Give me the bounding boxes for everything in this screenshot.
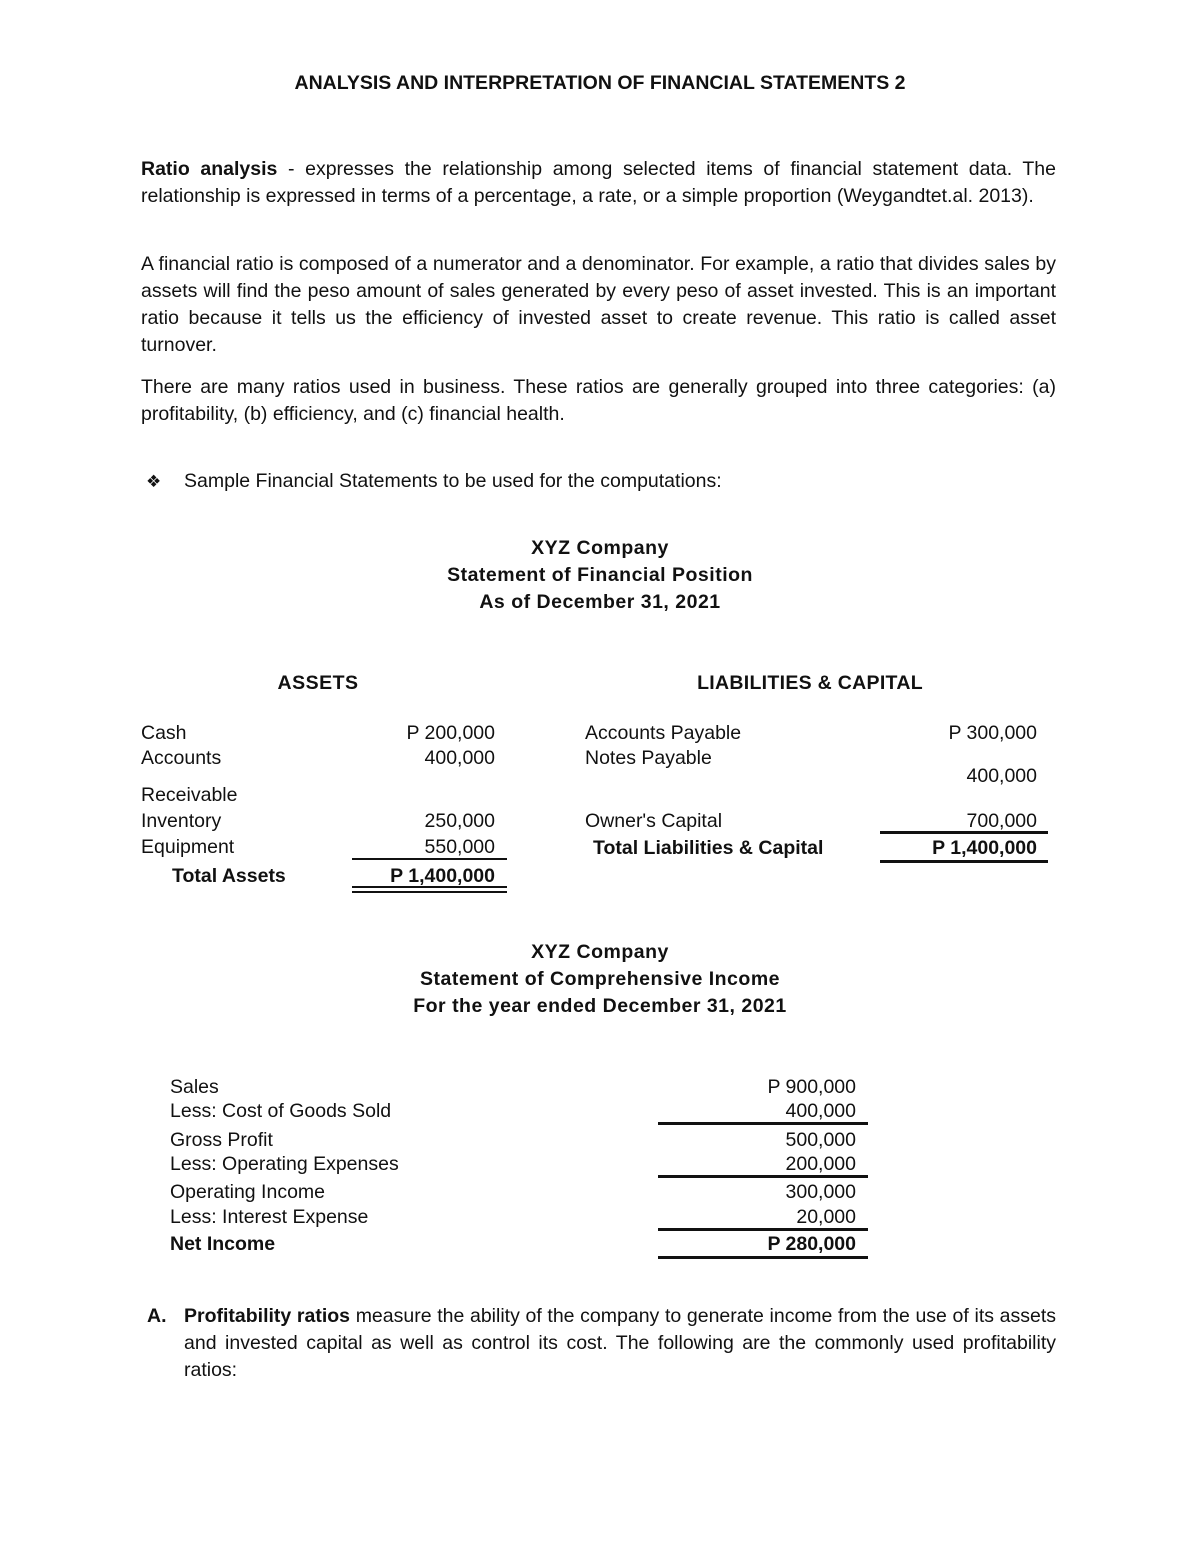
net-income-label: Net Income <box>170 1233 276 1255</box>
total-assets-value: P 1,400,000 <box>390 865 495 887</box>
is-row-value: 20,000 <box>796 1206 856 1228</box>
bs-company: XYZ Company <box>531 537 669 559</box>
is-row-label: Less: Interest Expense <box>170 1206 369 1228</box>
section-a-text: measure the ability of the company to generate income from the use of its assets and invested capital as well as control its cost. The following are the commonly used profitability ratios: <box>184 1305 1056 1381</box>
asset-label: Cash <box>141 722 187 744</box>
asset-label: Inventory <box>141 810 222 832</box>
asset-label: Accounts <box>141 747 222 769</box>
asset-label: Equipment <box>141 836 235 858</box>
bs-title: Statement of Financial Position <box>447 564 753 586</box>
liabilities-header: LIABILITIES & CAPITAL <box>697 672 923 694</box>
asset-value: P 200,000 <box>406 722 495 744</box>
assets-header: ASSETS <box>277 672 359 694</box>
term-ratio-analysis: Ratio analysis <box>141 158 278 180</box>
liability-label: Notes Payable <box>585 747 712 769</box>
total-liabilities-label: Total Liabilities & Capital <box>593 837 824 859</box>
section-a-marker: A. <box>147 1305 167 1327</box>
assets-subtotal-rule <box>352 858 507 860</box>
is-row-value: 300,000 <box>785 1181 856 1203</box>
liabilities-subtotal-rule <box>880 831 1048 834</box>
is-rule <box>658 1175 868 1178</box>
net-income-value: P 280,000 <box>767 1233 856 1255</box>
total-liabilities-rule <box>880 860 1048 863</box>
liability-label: Owner's Capital <box>585 810 723 832</box>
is-row-label: Less: Operating Expenses <box>170 1153 399 1175</box>
is-row-label: Sales <box>170 1076 219 1098</box>
is-row-value: 400,000 <box>785 1100 856 1122</box>
is-row-label: Operating Income <box>170 1181 326 1203</box>
total-assets-double-rule <box>352 886 507 893</box>
section-a-paragraph <box>184 1303 1056 1384</box>
is-rule <box>658 1122 868 1125</box>
liability-label: Accounts Payable <box>585 722 742 744</box>
is-row-value: 500,000 <box>785 1129 856 1151</box>
is-title: Statement of Comprehensive Income <box>420 968 780 990</box>
paragraph-text: - expresses the relationship among selected items of financial statement data. The relationship is expressed in terms of a percentage, a rate, or a simple proportion (Weygandtet.al. 2013). <box>141 158 1056 207</box>
liability-value: 700,000 <box>966 810 1037 832</box>
net-income-rule <box>658 1256 868 1259</box>
is-rule <box>658 1228 868 1231</box>
is-row-value: P 900,000 <box>767 1076 856 1098</box>
paragraph-ratio-categories: There are many ratios used in business. These ratios are generally grouped into three categories: (a) profitability, (b) efficiency, and (c) financial health. <box>141 376 1056 425</box>
asset-value: 250,000 <box>424 810 495 832</box>
is-period: For the year ended December 31, 2021 <box>413 995 787 1017</box>
bullet-diamond-icon: ❖ <box>146 472 162 491</box>
total-liabilities-value: P 1,400,000 <box>932 837 1037 859</box>
is-row-value: 200,000 <box>785 1153 856 1175</box>
liability-value: P 300,000 <box>948 722 1037 744</box>
is-row-label: Gross Profit <box>170 1129 273 1151</box>
bs-date: As of December 31, 2021 <box>479 591 721 613</box>
term-profitability-ratios: Profitability ratios <box>184 1305 351 1327</box>
document-title: ANALYSIS AND INTERPRETATION OF FINANCIAL STATEMENTS 2 <box>294 72 906 94</box>
is-company: XYZ Company <box>531 941 669 963</box>
total-assets-label: Total Assets <box>172 865 286 887</box>
liability-value: 400,000 <box>966 765 1037 787</box>
asset-value: 550,000 <box>424 836 495 858</box>
bullet-text: Sample Financial Statements to be used for the computations: <box>184 470 722 492</box>
asset-value: 400,000 <box>424 747 495 769</box>
paragraph-financial-ratio: A financial ratio is composed of a numerator and a denominator. For example, a ratio that divides sales by assets will find the peso amount of sales generated by every peso of asset invested. This is an important ratio because it tells us the efficiency of invested asset to create revenue. This ratio is called asset turnover. <box>141 253 1056 356</box>
paragraph-ratio-analysis <box>141 156 1056 210</box>
asset-label: Receivable <box>141 784 238 806</box>
is-row-label: Less: Cost of Goods Sold <box>170 1100 392 1122</box>
